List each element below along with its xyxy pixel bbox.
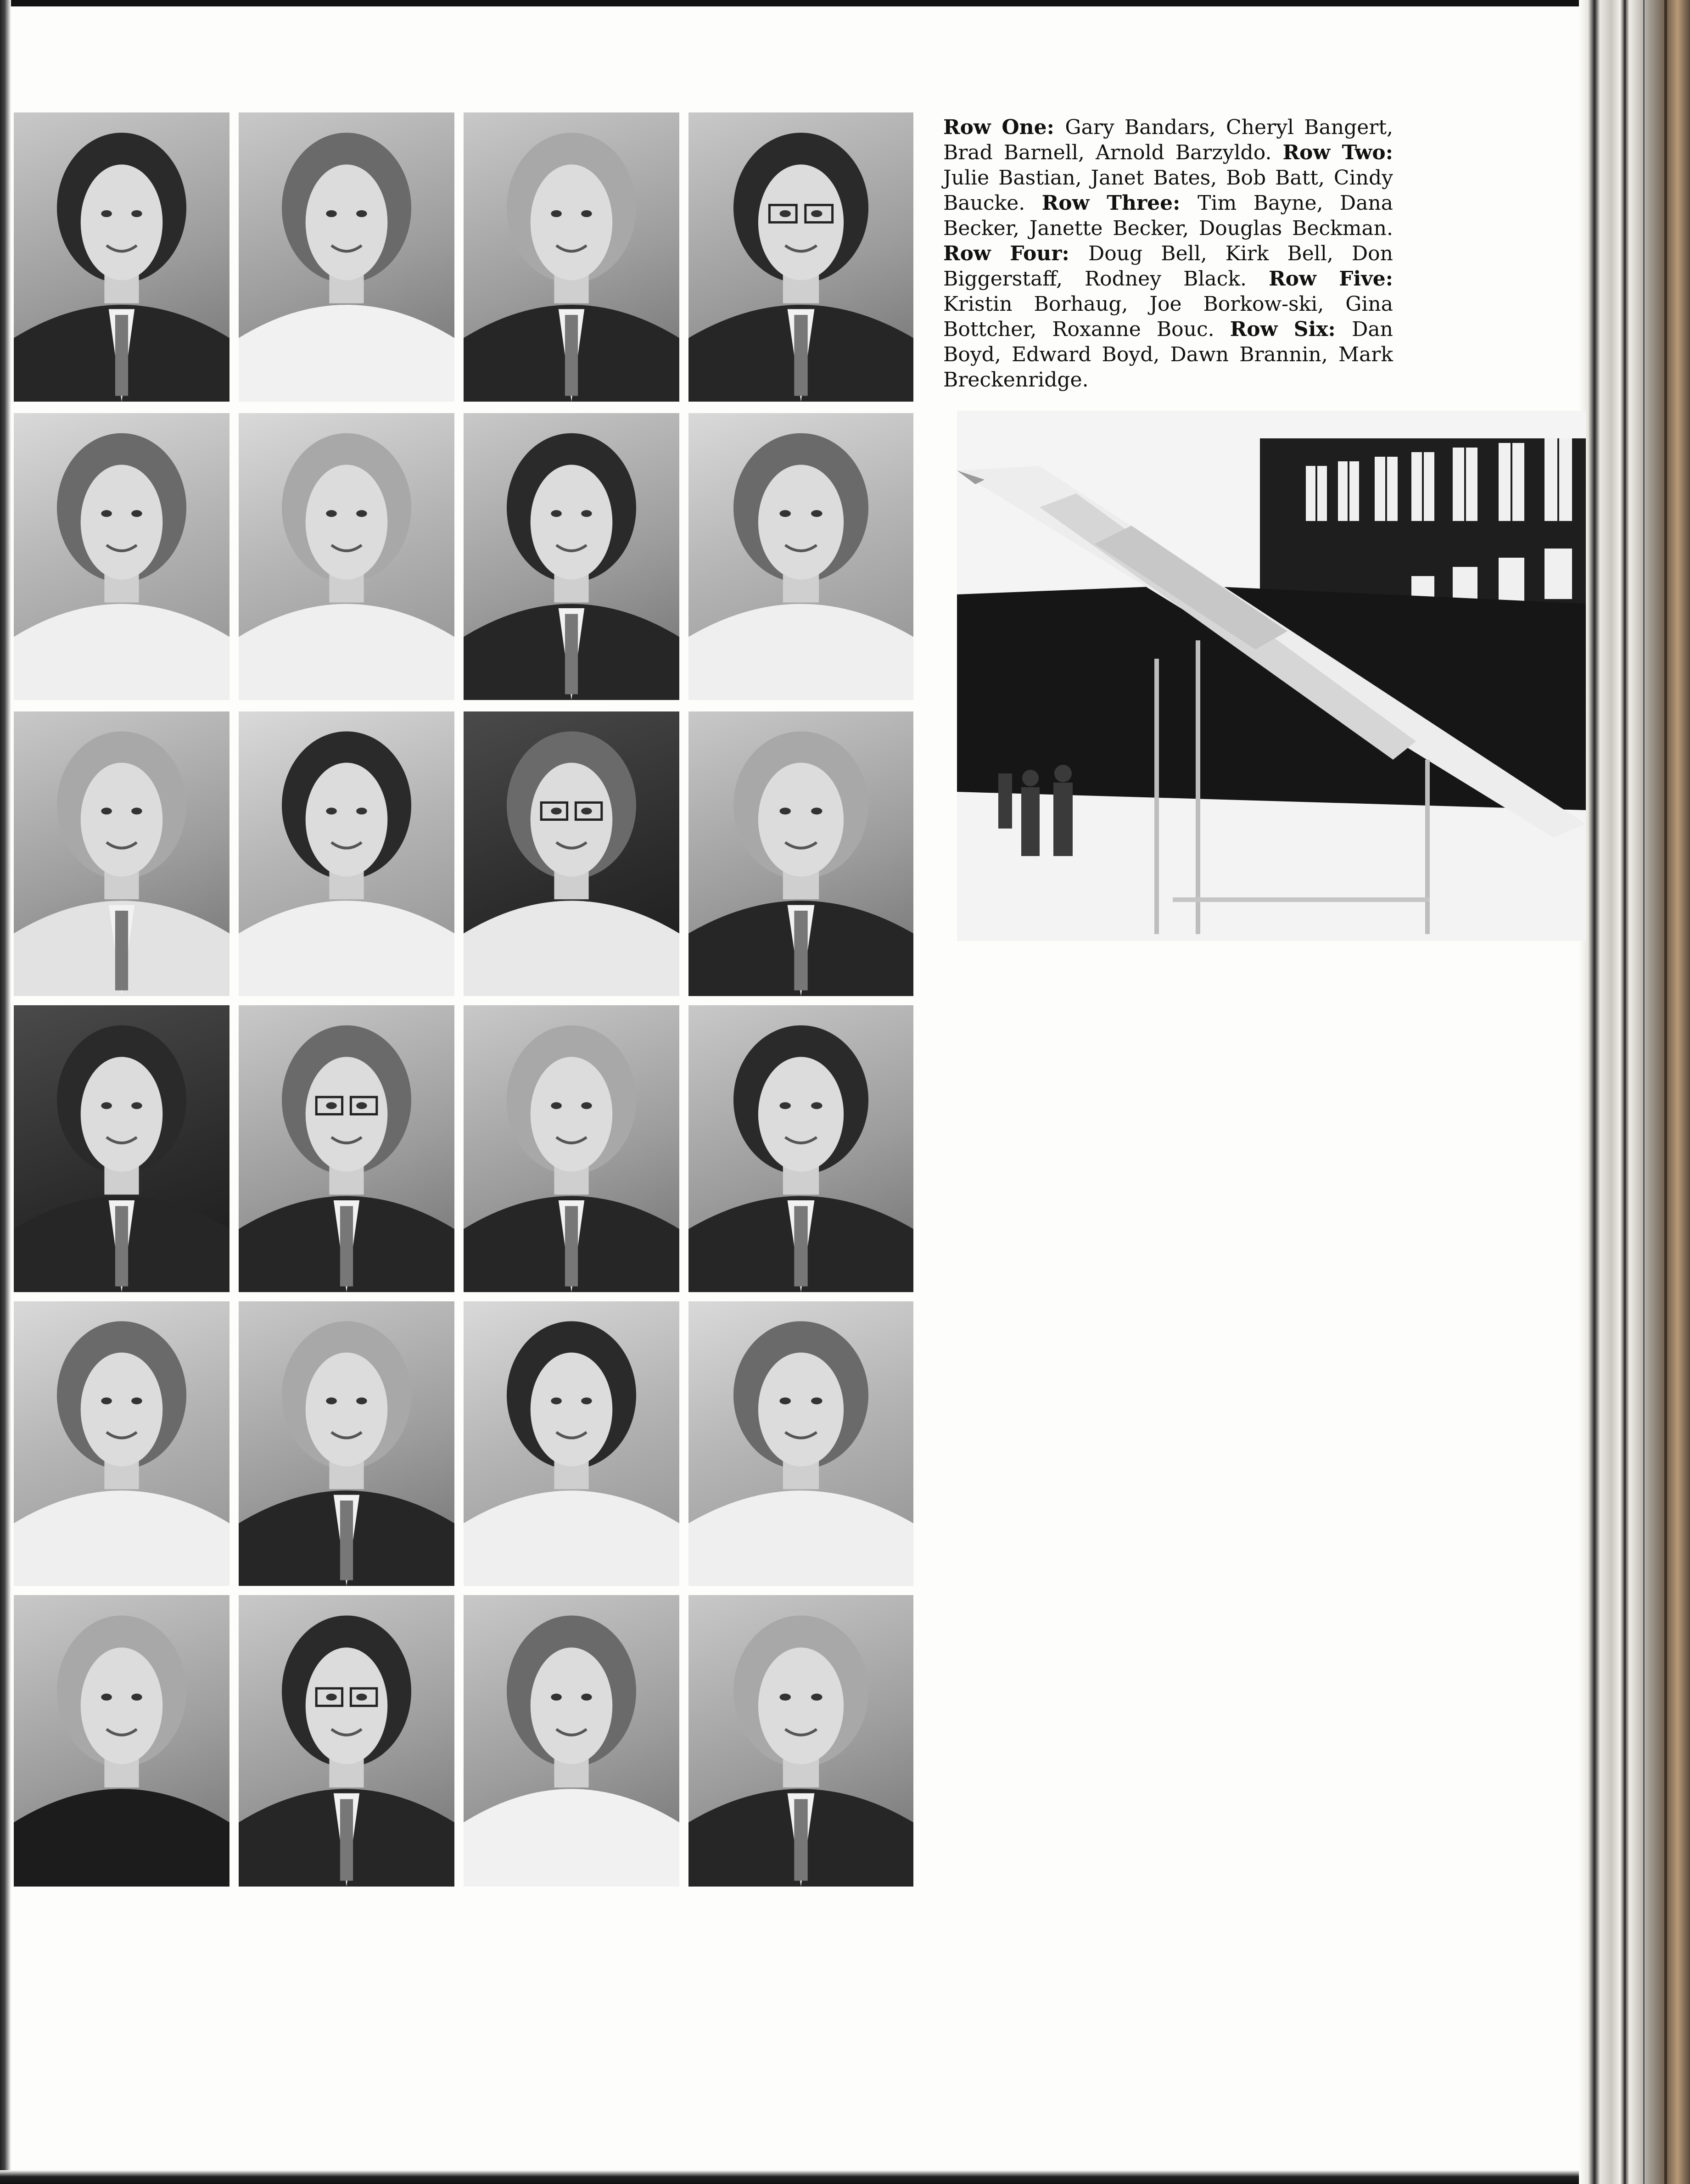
row-five-names: Kristin Borhaug, Joe Borkow-ski, Gina Bottcher, Roxanne Bouc. [943, 292, 1393, 341]
student-portrait-row2-3 [464, 413, 679, 700]
student-portrait-row5-4 [688, 1301, 913, 1586]
row-two-label: Row Two: [1282, 141, 1393, 164]
student-portrait-row1-2 [239, 112, 454, 402]
row-one-names: Gary Bandars, Cheryl Bangert, Brad Barnell, Arnold Barzyldo. [943, 116, 1393, 164]
row-three-label: Row Three: [1041, 191, 1198, 215]
student-portrait-row3-4 [688, 711, 913, 996]
page-left-edge [0, 0, 11, 2184]
student-portrait-row1-3 [464, 112, 679, 402]
student-portrait-row6-3 [464, 1595, 679, 1887]
page-bottom-edge [0, 2170, 1690, 2184]
page-top-edge [0, 0, 1690, 6]
row-one-label: Row One: [943, 116, 1065, 139]
student-portrait-row3-2 [239, 711, 454, 996]
student-portrait-row1-1 [14, 112, 229, 402]
student-portrait-row6-4 [688, 1595, 913, 1887]
student-portrait-row3-1 [14, 711, 229, 996]
student-portrait-row4-4 [688, 1005, 913, 1292]
row-five-label: Row Five: [1269, 267, 1393, 291]
student-portrait-row1-4 [688, 112, 913, 402]
row-four-label: Row Four: [943, 242, 1089, 265]
student-portrait-row5-3 [464, 1301, 679, 1586]
student-portrait-row4-2 [239, 1005, 454, 1292]
student-portrait-row5-1 [14, 1301, 229, 1586]
book-spine [1579, 0, 1690, 2184]
rocket-sculpture-image [957, 411, 1586, 941]
student-portrait-row4-1 [14, 1005, 229, 1292]
student-portrait-row2-2 [239, 413, 454, 700]
student-portrait-row4-3 [464, 1005, 679, 1292]
student-portrait-row6-2 [239, 1595, 454, 1887]
row-six-label: Row Six: [1230, 318, 1352, 341]
row-four-names: Doug Bell, Kirk Bell, Don Biggerstaff, Rodney Black. [943, 242, 1393, 291]
caption [943, 115, 1393, 392]
row-six-names: Dan Boyd, Edward Boyd, Dawn Brannin, Mark Breckenridge. [943, 318, 1393, 392]
student-portrait-row6-1 [14, 1595, 229, 1887]
student-portrait-row2-4 [688, 413, 913, 700]
student-portrait-row5-2 [239, 1301, 454, 1586]
student-portrait-row2-1 [14, 413, 229, 700]
student-portrait-row3-3 [464, 711, 679, 996]
row-two-names: Julie Bastian, Janet Bates, Bob Batt, Cindy Baucke. [943, 166, 1393, 215]
rocket-photo [957, 411, 1586, 941]
row-three-names: Tim Bayne, Dana Becker, Janette Becker, Douglas Beckman. [943, 191, 1393, 240]
